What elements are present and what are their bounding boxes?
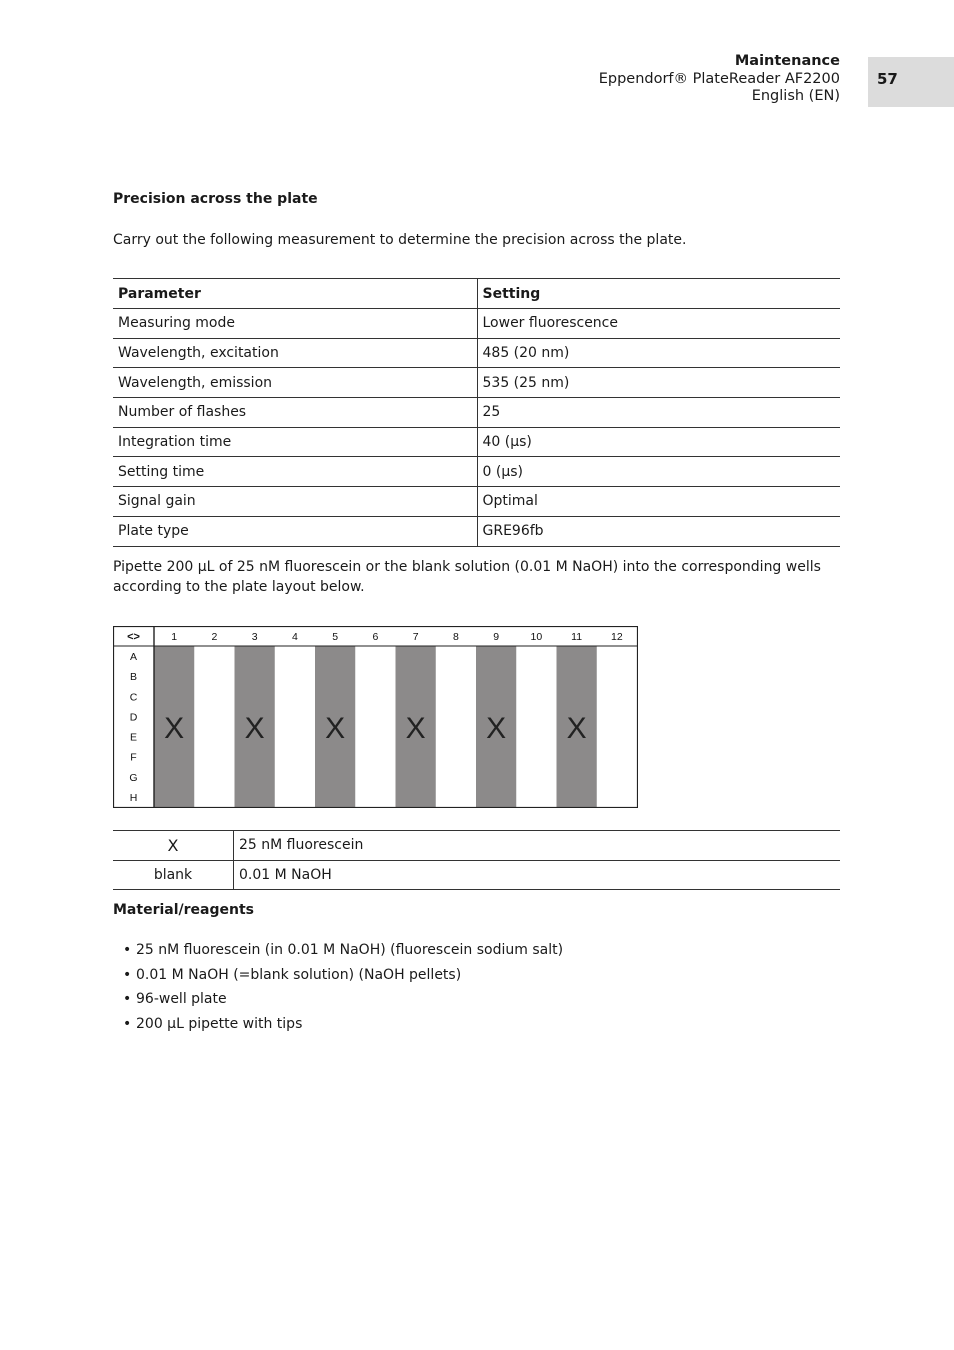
column-label-4: 4 <box>291 631 298 643</box>
setting-cell: GRE96fb <box>477 516 840 546</box>
column-label-2: 2 <box>211 631 218 643</box>
parameter-table-header-row <box>113 279 840 309</box>
legend-row <box>113 860 840 890</box>
column-label-7: 7 <box>412 631 419 643</box>
legend-symbol: X <box>113 831 234 861</box>
table-row <box>113 516 840 546</box>
table-row <box>113 338 840 368</box>
legend-symbol: blank <box>113 860 234 890</box>
column-label-6: 6 <box>372 631 379 643</box>
bullet-icon: • <box>123 991 132 1008</box>
plate-layout-svg <box>113 626 638 808</box>
fill-mark-5: X <box>325 712 346 745</box>
table-row <box>113 487 840 517</box>
row-label-E: E <box>129 731 138 744</box>
plate-layout-diagram <box>113 626 638 808</box>
bullet-icon: • <box>123 966 132 983</box>
parameter-cell: Integration time <box>113 427 477 457</box>
row-label-B: B <box>129 671 138 684</box>
column-label-12: 12 <box>611 631 623 643</box>
row-label-C: C <box>129 691 138 704</box>
parameter-cell: Number of flashes <box>113 398 477 428</box>
row-label-G: G <box>129 771 138 784</box>
intro-paragraph: Carry out the following measurement to determine the precision across the plate. <box>113 232 687 248</box>
header-setting: Setting <box>477 279 840 309</box>
parameter-cell: Wavelength, excitation <box>113 338 477 368</box>
column-label-9: 9 <box>493 631 500 643</box>
setting-cell: Lower fluorescence <box>477 309 840 339</box>
setting-cell: 0 (µs) <box>477 457 840 487</box>
parameter-table <box>113 278 840 547</box>
column-label-10: 10 <box>530 631 543 643</box>
materials-title: Material/reagents <box>113 902 254 918</box>
legend-description: 0.01 M NaOH <box>234 860 841 890</box>
parameter-cell: Signal gain <box>113 487 477 517</box>
column-label-5: 5 <box>332 631 339 643</box>
fill-mark-7: X <box>405 712 426 745</box>
page-number: 57 <box>877 70 898 88</box>
page-number-box <box>868 57 954 107</box>
legend-table <box>113 830 840 890</box>
pipette-paragraph: Pipette 200 µL of 25 nM fluorescein or the blank solution (0.01 M NaOH) into the corresponding wells according to the plate layout below. <box>113 559 821 595</box>
row-label-H: H <box>129 791 138 804</box>
parameter-cell: Setting time <box>113 457 477 487</box>
parameter-cell: Plate type <box>113 516 477 546</box>
list-item: • 0.01 M NaOH (=blank solution) (NaOH pellets) <box>113 965 563 990</box>
fill-mark-1: X <box>164 712 185 745</box>
list-item: • 96-well plate <box>113 989 563 1014</box>
row-label-F: F <box>130 751 137 764</box>
table-row <box>113 457 840 487</box>
parameter-cell: Wavelength, emission <box>113 368 477 398</box>
fill-mark-9: X <box>486 712 507 745</box>
row-label-D: D <box>129 711 138 724</box>
table-row <box>113 368 840 398</box>
fill-mark-11: X <box>566 712 587 745</box>
section-title: Precision across the plate <box>113 191 318 207</box>
legend-row <box>113 831 840 861</box>
table-row <box>113 427 840 457</box>
header-section-title: Maintenance <box>734 53 840 69</box>
setting-cell: 25 <box>477 398 840 428</box>
corner-label: <> <box>127 631 140 643</box>
fill-mark-3: X <box>244 712 265 745</box>
column-label-1: 1 <box>171 631 178 643</box>
column-label-11: 11 <box>571 631 583 643</box>
row-label-A: A <box>129 651 138 664</box>
header-parameter: Parameter <box>113 279 477 309</box>
materials-list <box>113 940 563 1038</box>
legend-description: 25 nM fluorescein <box>234 831 841 861</box>
setting-cell: 535 (25 nm) <box>477 368 840 398</box>
column-label-3: 3 <box>251 631 258 643</box>
list-item: • 200 µL pipette with tips <box>113 1014 563 1039</box>
setting-cell: 40 (µs) <box>477 427 840 457</box>
setting-cell: 485 (20 nm) <box>477 338 840 368</box>
table-row <box>113 398 840 428</box>
bullet-icon: • <box>123 1015 132 1032</box>
setting-cell: Optimal <box>477 487 840 517</box>
parameter-cell: Measuring mode <box>113 309 477 339</box>
column-label-8: 8 <box>452 631 459 643</box>
table-row <box>113 309 840 339</box>
header-language: English (EN) <box>751 88 840 104</box>
list-item: • 25 nM fluorescein (in 0.01 M NaOH) (fluorescein sodium salt) <box>113 940 563 965</box>
header-product-name: Eppendorf® PlateReader AF2200 <box>598 71 840 87</box>
bullet-icon: • <box>123 942 132 958</box>
